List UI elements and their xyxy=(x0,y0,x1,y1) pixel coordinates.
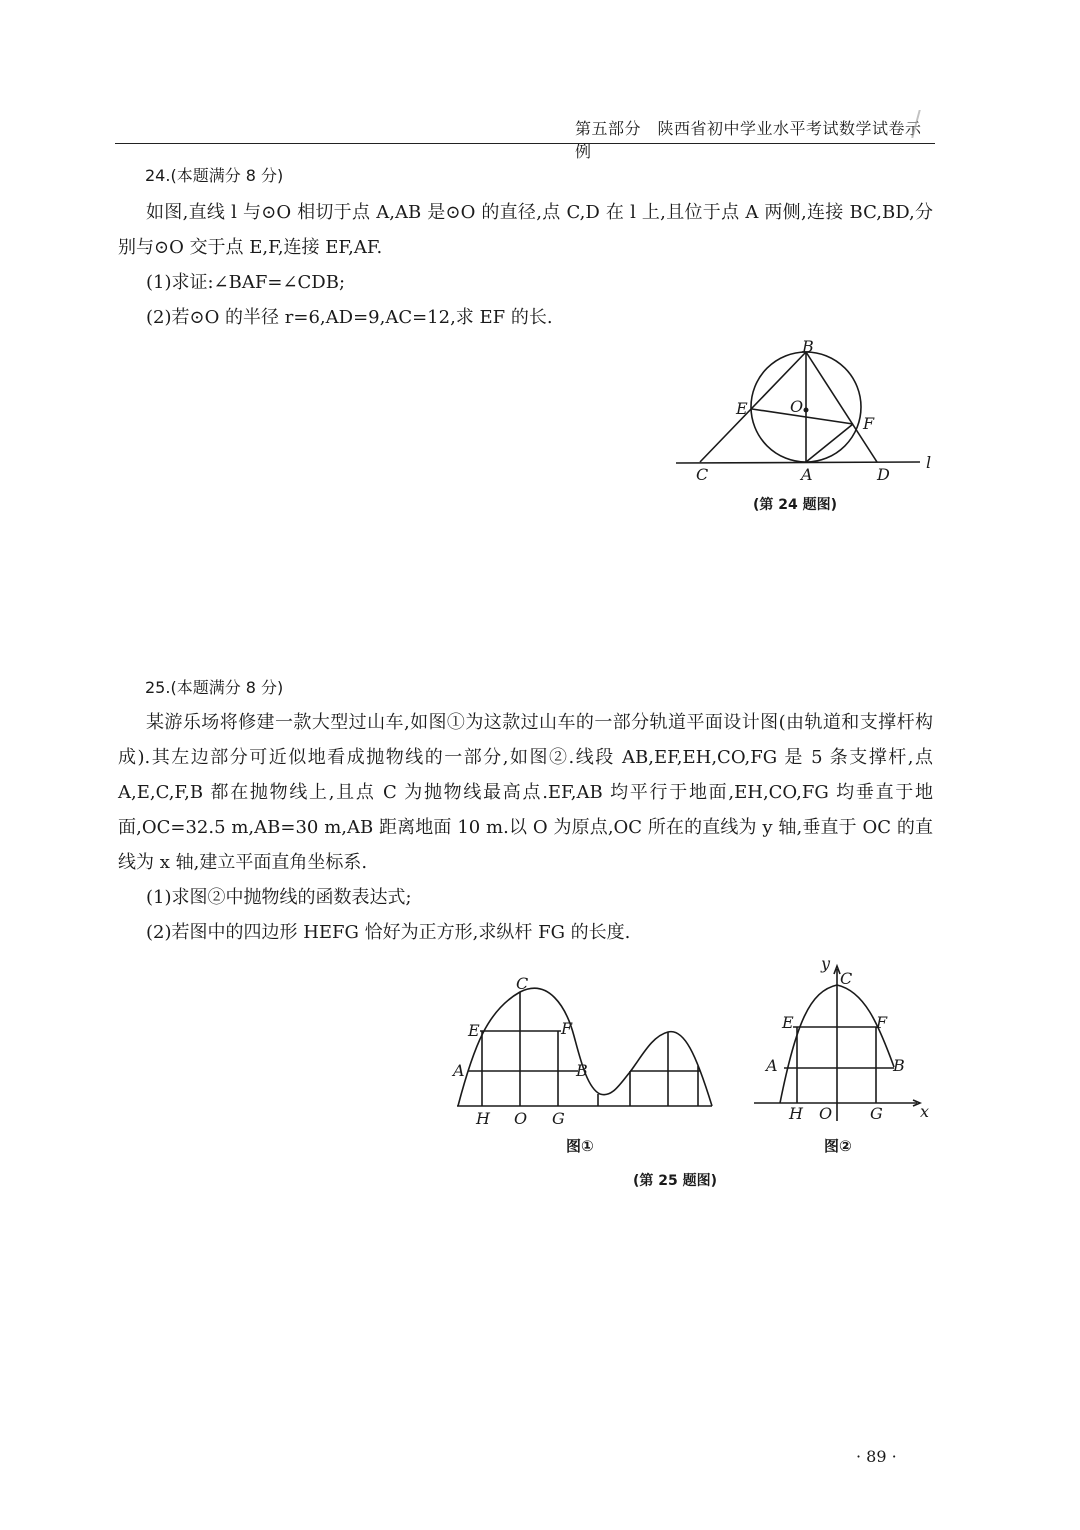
q25-caption: (第 25 题图) xyxy=(633,1173,718,1189)
fig2-label-h: H xyxy=(789,1104,803,1123)
fig2-label-a: A xyxy=(766,1056,778,1075)
page-header xyxy=(575,116,935,162)
fig1-caption: 图① xyxy=(566,1137,594,1155)
label-o: O xyxy=(790,397,804,416)
header-rule xyxy=(115,143,935,144)
fig2-label-e: E xyxy=(782,1013,794,1032)
q25-title: 25.(本题满分 8 分) xyxy=(145,678,284,697)
label-a: A xyxy=(801,465,813,484)
fig2-label-b: B xyxy=(893,1056,905,1075)
fig1-label-f: F xyxy=(561,1019,573,1038)
label-f: F xyxy=(863,414,875,433)
segment-bd xyxy=(806,352,877,462)
q25-body xyxy=(118,705,933,950)
fig2-label-x: x xyxy=(920,1102,930,1121)
header-text: 第五部分 陕西省初中学业水平考试数学试卷示例 xyxy=(575,119,922,161)
label-e: E xyxy=(736,399,748,418)
page-number: · 89 · xyxy=(856,1447,897,1466)
point-o xyxy=(804,408,809,413)
label-d: D xyxy=(877,465,890,484)
q25-stem: 某游乐场将修建一款大型过山车,如图①为这款过山车的一部分轨道平面设计图(由轨道和支撑杆构成).其左边部分可近似地看成抛物线的一部分,如图②.线段 AB,EF,EH,CO,FG 是 5 条支撑杆,点 A,E,C,F,B 都在抛物线上,且点 C 为抛物线最高点.EF,AB 均平行于地面,EH,CO,FG 均垂直于地面,OC=32.5 m,AB=30 m,AB 距离地面 10 m.以 O 为原点,OC 所在的直线为 y 轴,垂直于 OC 的直线为 x 轴,建立平面直角坐标系. xyxy=(118,712,933,873)
q24-title: 24.(本题满分 8 分) xyxy=(145,166,284,185)
q24-body xyxy=(118,195,933,335)
q25-part2: (2)若图中的四边形 HEFG 恰好为正方形,求纵杆 FG 的长度. xyxy=(146,922,631,943)
fig1-label-e: E xyxy=(468,1021,480,1040)
fig1-label-b: B xyxy=(576,1061,588,1080)
q24-part2: (2)若⊙O 的半径 r=6,AD=9,AC=12,求 EF 的长. xyxy=(146,307,553,328)
fig2-label-g: G xyxy=(870,1104,883,1123)
label-b: B xyxy=(802,337,814,356)
fig2-label-c: C xyxy=(840,969,853,988)
fig2-caption: 图② xyxy=(824,1137,852,1155)
label-c: C xyxy=(696,465,709,484)
line-l xyxy=(676,462,920,463)
fig1-label-g: G xyxy=(552,1109,565,1128)
fig1-label-c: C xyxy=(516,974,529,993)
q24-figure xyxy=(670,337,940,490)
fig1-label-o: O xyxy=(514,1109,528,1128)
fig1-label-a: A xyxy=(453,1061,465,1080)
label-l: l xyxy=(926,453,932,472)
fig2-label-y: y xyxy=(821,954,831,973)
q24-caption: (第 24 题图) xyxy=(753,497,838,513)
q24-stem: 如图,直线 l 与⊙O 相切于点 A,AB 是⊙O 的直径,点 C,D 在 l 上,且位于点 A 两侧,连接 BC,BD,分别与⊙O 交于点 E,F,连接 EF,AF. xyxy=(118,202,933,258)
q25-figure1 xyxy=(440,970,725,1130)
track xyxy=(458,988,712,1106)
q25-figure2 xyxy=(752,955,937,1130)
fig1-label-h: H xyxy=(476,1109,490,1128)
q25-part1: (1)求图②中抛物线的函数表达式; xyxy=(146,887,412,908)
q24-part1: (1)求证:∠BAF=∠CDB; xyxy=(146,272,346,293)
fig2-label-f: F xyxy=(876,1013,888,1032)
fig2-label-o: O xyxy=(819,1104,833,1123)
